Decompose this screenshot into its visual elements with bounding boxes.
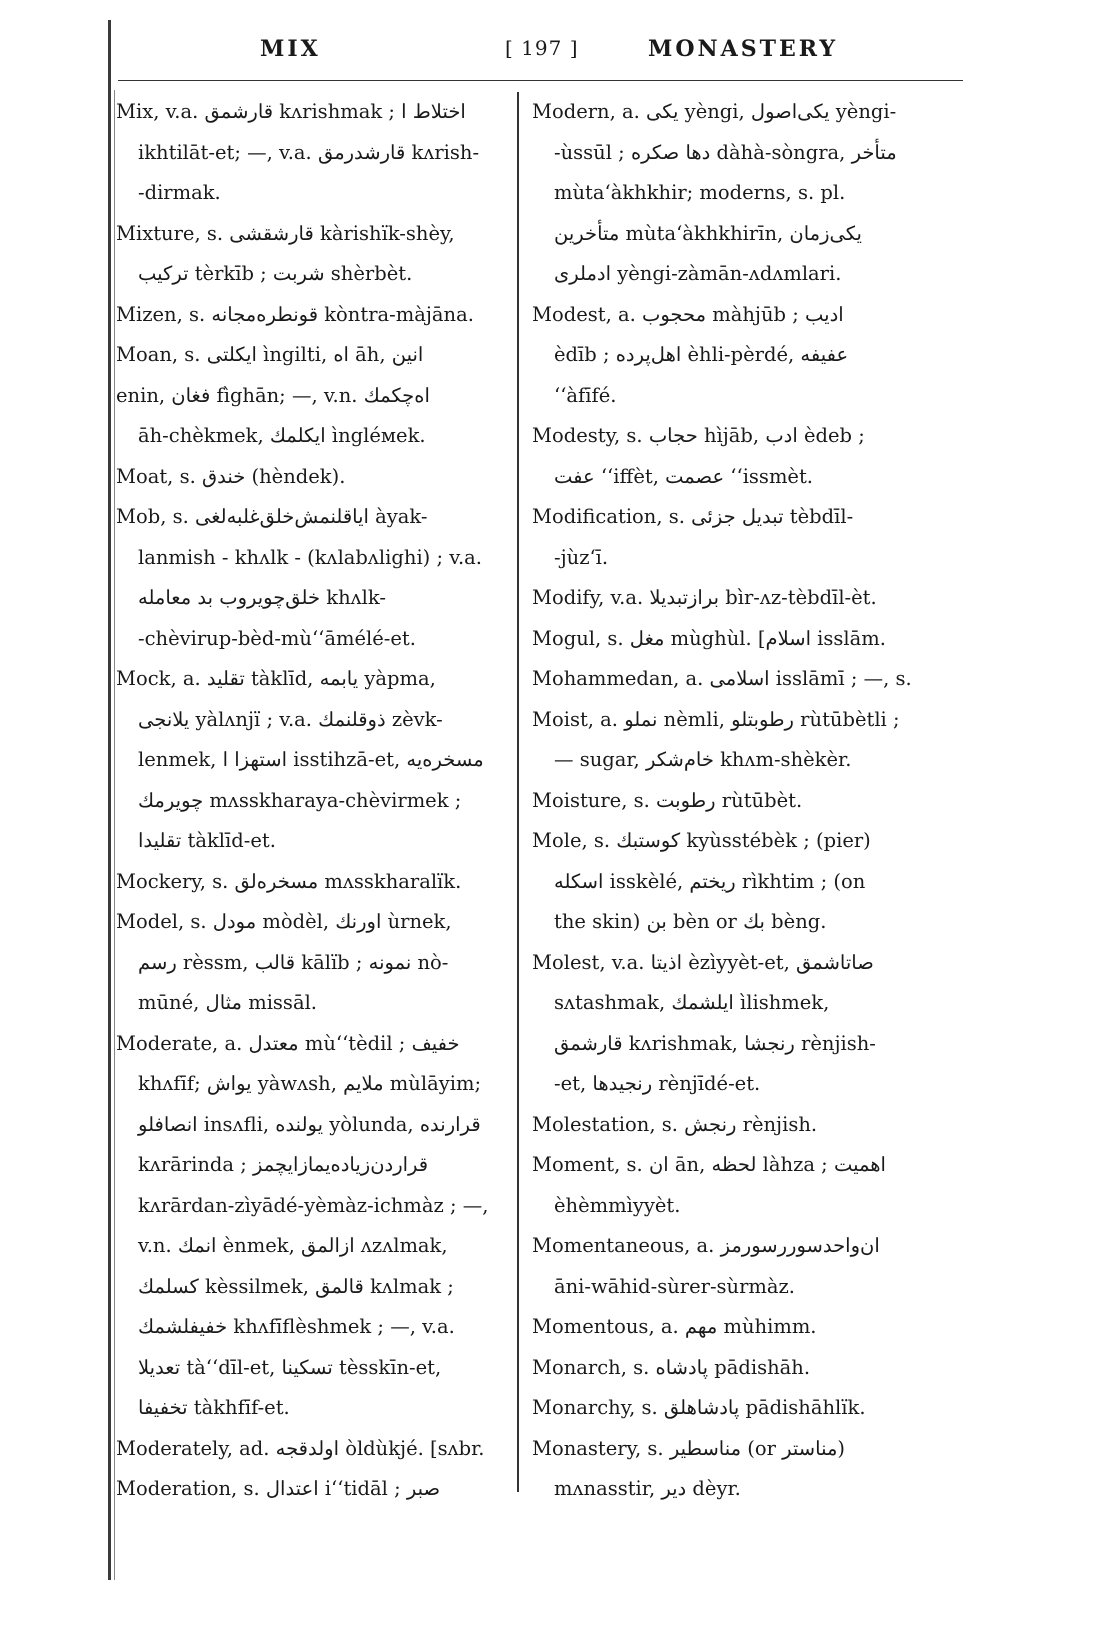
dictionary-entry-headword-line: Mogul, s. مغل mùghùl. [اسلام isslām. [532,626,886,650]
dictionary-entry-continuation-line: èdīb ; اهل‌پرده èhli-pèrdé, عفيفه [554,343,849,366]
dictionary-entry-headword-line: Moderately, ad. اولدقجه òldùkjé. [sʌbr. [116,1436,485,1460]
dictionary-entry-headword-line: Mohammedan, a. اسلامى isslāmī ; —, s. [532,667,912,690]
dictionary-entry-headword-line: Mix, v.a. قارشمق kʌrishmak ; اختلاط ا [116,100,466,123]
dictionary-entry-continuation-line: kʌrārdan-zìyādé-yèmàz-ichmàz ; —, [138,1193,489,1217]
dictionary-entry-continuation-line: lenmek, استهزا ا isstihzā-et, مسخره‌يه [138,748,484,771]
dictionary-entry-headword-line: Moist, a. نملو nèmli, رطوبتلو rùtūbètli ; [532,707,900,731]
dictionary-entry-headword-line: Moat, s. خندق (hèndek). [116,464,346,488]
dictionary-entry-headword-line: Mob, s. اياقلنمش‌خلق‌غلبه‌لغى àyak- [116,505,428,528]
dictionary-entry-continuation-line: — sugar, خام‌شكر khʌm-shèkèr. [554,748,852,771]
dictionary-entry-continuation-line: -et, رنجيدها rènjīdé-et. [554,1072,761,1095]
dictionary-entry-continuation-line: the skin) بن bèn or بك bèng. [554,910,827,933]
dictionary-entry-continuation-line: قارشمق kʌrishmak, رنجشا rènjish- [554,1031,876,1055]
left-column [116,92,508,1510]
dictionary-entry-continuation-line: كسلمك kèssilmek, قالمق kʌlmak ; [138,1274,454,1298]
dictionary-entry-headword-line: Moan, s. ايكلتى ìngilti, اه āh, انين [116,343,424,366]
dictionary-entry-headword-line: Modern, a. يكى yèngi, يكى‌اصول yèngi- [532,100,897,123]
page-number: [ 197 ] [505,36,579,60]
dictionary-entry-continuation-line: خفيفلشمك khʌfīflèshmek ; —, v.a. [138,1315,455,1338]
dictionary-entry-continuation-line: kʌrārinda ; قراردن‌زياده‌يمازايچمز [138,1153,429,1176]
dictionary-entry-continuation-line: يلانجى yàlʌnjï ; v.a. ذوقلنمك zèvk- [138,707,443,731]
dictionary-entry-continuation-line: sʌtashmak, ايلشمك ìlishmek, [554,991,830,1014]
dictionary-entry-headword-line: Modesty, s. حجاب hìjāb, ادب èdeb ; [532,424,865,447]
dictionary-entry-headword-line: Monastery, s. مناسطير (or مناستر) [532,1436,846,1460]
dictionary-entry-continuation-line: ‘‘àfīfé. [554,383,617,407]
dictionary-entry-continuation-line: عفت ‘‘iffèt, عصمت ‘‘issmèt. [554,464,814,488]
dictionary-entry-continuation-line: -jùz‘ī. [554,545,609,569]
dictionary-entry-headword-line: Momentous, a. مهم mùhimm. [532,1315,817,1338]
dictionary-entry-continuation-line: -chèvirup-bèd-mù‘‘āmélé-et. [138,626,416,650]
dictionary-entry-continuation-line: ikhtilāt-et; —, v.a. قارشدرمق kʌrish- [138,140,480,164]
dictionary-entry-continuation-line: mùta‘àkhkhir; moderns, s. pl. [554,181,846,204]
dictionary-entry-continuation-line: mʌnasstir, دير dèyr. [554,1477,741,1500]
dictionary-entry-headword-line: Mockery, s. مسخره‌لق mʌsskharalïk. [116,869,462,893]
header-first-word: MIX [260,36,321,62]
dictionary-entry-headword-line: Mixture, s. قارشقشى kàrishïk-shèy, [116,221,455,245]
dictionary-entry-headword-line: Modify, v.a. برازتبديلا bìr-ʌz-tèbdīl-èt. [532,586,877,609]
header-rule [118,80,963,81]
dictionary-entry-headword-line: Modest, a. محجوب màhjūb ; اديب [532,302,844,326]
dictionary-entry-headword-line: Molestation, s. رنجش rènjish. [532,1112,818,1136]
dictionary-entry-headword-line: Momentaneous, a. ان‌واحدسوررسورمز [532,1234,880,1257]
right-column [532,92,957,1510]
dictionary-entry-continuation-line: چويرمك mʌsskharaya-chèvirmek ; [138,788,462,812]
dictionary-entry-headword-line: Modification, s. تبديل جزئى tèbdīl- [532,505,854,528]
dictionary-entry-headword-line: Monarch, s. پادشاه pādishāh. [532,1355,811,1379]
dictionary-entry-headword-line: Moderate, a. معتدل mù‘‘tèdil ; خفيف [116,1031,460,1055]
dictionary-entry-continuation-line: èhèmmìyyèt. [554,1193,681,1217]
dictionary-entry-continuation-line: انصافلو insʌfli, يولنده yòlunda, قرارنده [138,1112,481,1136]
dictionary-entry-continuation-line: متأخرين mùta‘àkhkhirīn, يكى‌زمان [554,221,862,245]
dictionary-entry-continuation-line: تقليدا tàklīd-et. [138,829,276,852]
dictionary-entry-headword-line: Moderation, s. اعتدال i‘‘tidāl ; صبر [116,1477,441,1500]
dictionary-entry-continuation-line: رسم rèssm, قالب kālïb ; نمونه nò- [138,950,449,974]
dictionary-entry-headword-line: Moisture, s. رطوبت rùtūbèt. [532,788,803,812]
dictionary-entry-continuation-line: ادملرى yèngi-zàmān-ʌdʌmlari. [554,262,842,285]
dictionary-entry-continuation-line: تركيب tèrkīb ; شربت shèrbèt. [138,262,413,285]
dictionary-entry-continuation-line: تخفيفا tàkhfīf-et. [138,1396,290,1419]
column-divider [517,92,519,1492]
dictionary-entry-continuation-line: khʌfīf; يواش yàwʌsh, ملايم mùlāyim; [138,1072,482,1095]
dictionary-entry-headword-line: Model, s. مودل mòdèl, اورنك ùrnek, [116,910,452,933]
dictionary-entry-continuation-line: تعديلا tà‘‘dīl-et, تسكينا tèsskīn-et, [138,1355,442,1379]
dictionary-entry-continuation-line: āni-wāhid-sùrer-sùrmàz. [554,1274,796,1298]
dictionary-entry-headword-line: Moment, s. ان ān, لحظه làhza ; اهميت [532,1153,886,1176]
dictionary-entry-headword-line: enin, فغان fìghān; —, v.n. اه‌چكمك [116,383,430,407]
dictionary-entry-continuation-line: mūné, مثال missāl. [138,991,318,1014]
dictionary-entry-continuation-line: اسكله isskèlé, ريختم rìkhtim ; (on [554,869,866,893]
running-header [120,30,960,70]
dictionary-entry-continuation-line: -ùssūl ; دها صكره dàhà-sòngra, متأخر [554,140,897,164]
dictionary-entry-headword-line: Mole, s. كوستبك kyùsstébèk ; (pier) [532,829,871,852]
dictionary-entry-continuation-line: -dirmak. [138,181,221,204]
dictionary-entry-headword-line: Mizen, s. قونطره‌مجانه kòntra-màjāna. [116,302,474,326]
header-last-word: MONASTERY [648,36,839,62]
dictionary-entry-continuation-line: خلق‌چويروب بد معامله khʌlk- [138,586,386,609]
dictionary-entry-continuation-line: lanmish - khʌlk - (kʌlabʌlighi) ; v.a. [138,545,482,569]
binding-edge [108,20,111,1580]
binding-edge-inner [114,90,115,1580]
dictionary-entry-continuation-line: āh-chèkmek, ايكلمك ìngléмek. [138,424,426,447]
dictionary-entry-headword-line: Molest, v.a. اذيتا èzìyyèt-et, صاتاشمق [532,950,874,974]
dictionary-entry-headword-line: Monarchy, s. پادشاهلق pādishāhlïk. [532,1396,866,1419]
dictionary-entry-continuation-line: v.n. انمك ènmek, ازالمق ʌzʌlmak, [138,1234,448,1257]
dictionary-entry-headword-line: Mock, a. تقليد tàklīd, يابمه yàpma, [116,667,436,690]
